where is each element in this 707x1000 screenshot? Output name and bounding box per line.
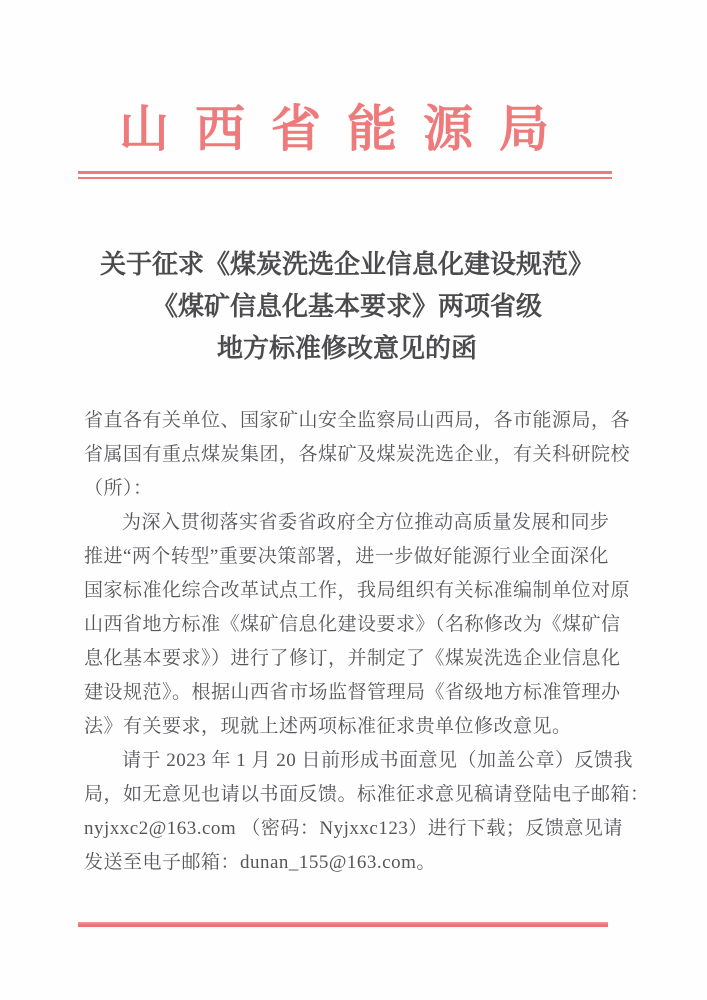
body-paragraph-3-line-4: 发送至电子邮箱：dunan_155@163.com。 bbox=[84, 852, 436, 873]
footer-divider bbox=[78, 922, 608, 927]
body-paragraph-3-line-1: 请于 2023 年 1 月 20 日前形成书面意见（加盖公章）反馈我 bbox=[122, 750, 634, 771]
body-paragraph-2-line-2: 推进“两个转型”重要决策部署，进一步做好能源行业全面深化 bbox=[84, 546, 609, 567]
salutation-line-1: 省直各有关单位、国家矿山安全监察局山西局，各市能源局，各 bbox=[84, 410, 631, 431]
body-paragraph-2-line-4: 山西省地方标准《煤矿信息化建设要求》（名称修改为《煤矿信 bbox=[84, 614, 621, 635]
body-paragraph-2-line-5: 息化基本要求》）进行了修订，并制定了《煤炭洗选企业信息化 bbox=[84, 648, 621, 669]
salutation-line-2: 省属国有重点煤炭集团，各煤矿及煤炭洗选企业，有关科研院校 bbox=[84, 444, 631, 465]
agency-name: 山西省能源局 bbox=[119, 101, 575, 157]
body-paragraph-3-line-2: 局，如无意见也请以书面反馈。标准征求意见稿请登陆电子邮箱： bbox=[84, 784, 650, 805]
document-title-line-3: 地方标准修改意见的函 bbox=[216, 334, 477, 363]
document-title-line-1: 关于征求《煤炭洗选企业信息化建设规范》 bbox=[99, 250, 594, 279]
document-body bbox=[84, 404, 650, 880]
body-paragraph-3-line-3: nyjxxc2@163.com （密码：Nyjxxc123）进行下载；反馈意见请 bbox=[84, 818, 623, 839]
body-paragraph-2-line-7: 法》有关要求，现就上述两项标准征求贵单位修改意见。 bbox=[84, 716, 572, 737]
document-title bbox=[80, 244, 614, 370]
body-paragraph-2-line-6: 建设规范》。根据山西省市场监督管理局《省级地方标准管理办 bbox=[84, 682, 621, 703]
salutation-line-3: （所）： bbox=[84, 478, 153, 499]
document-title-line-2: 《煤矿信息化基本要求》两项省级 bbox=[151, 292, 542, 321]
body-paragraph-2-line-1: 为深入贯彻落实省委省政府全方位推动高质量发展和同步 bbox=[122, 512, 610, 533]
header-divider bbox=[78, 171, 612, 179]
body-paragraph-2-line-3: 国家标准化综合改革试点工作，我局组织有关标准编制单位对原 bbox=[84, 580, 631, 601]
